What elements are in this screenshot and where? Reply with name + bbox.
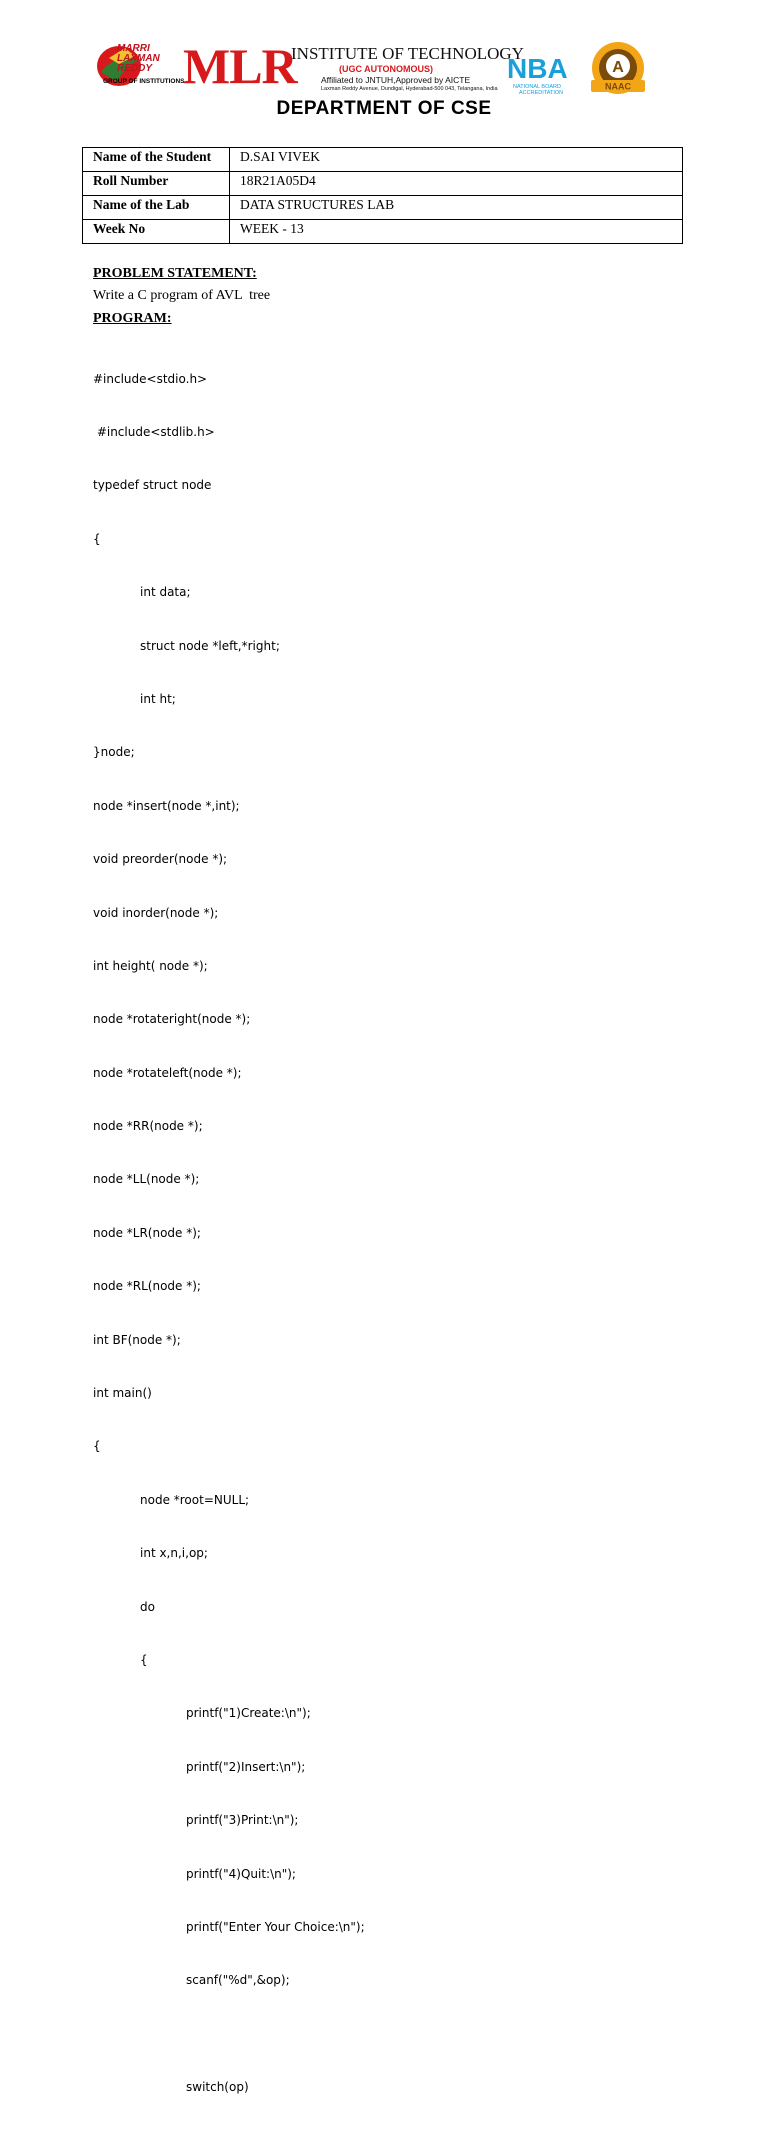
- code-line: do: [140, 1599, 155, 1614]
- code-line: int main(): [93, 1386, 152, 1401]
- code-line: switch(op): [186, 2080, 249, 2095]
- code-line: node *LL(node *);: [93, 1172, 200, 1187]
- code-line: {: [140, 1652, 148, 1667]
- group-name: [117, 44, 160, 74]
- info-value: D.SAI VIVEK: [230, 148, 683, 172]
- code-line: node *RL(node *);: [93, 1279, 201, 1294]
- code-line: printf("4)Quit:\n");: [186, 1866, 296, 1881]
- mlr-wordmark: MLR: [183, 38, 297, 94]
- group-caption: GROUP OF INSTITUTIONS: [103, 78, 185, 85]
- institution-header: [95, 40, 665, 100]
- code-line: void preorder(node *);: [93, 852, 228, 867]
- problem-statement-heading: PROBLEM STATEMENT:: [93, 266, 257, 281]
- code-line: {: [93, 1439, 101, 1454]
- info-key: Name of the Lab: [83, 196, 230, 220]
- info-key: Name of the Student: [83, 148, 230, 172]
- problem-statement-text: Write a C program of AVL tree: [93, 288, 271, 303]
- code-line: node *rotateright(node *);: [93, 1012, 251, 1027]
- info-key: Week No: [83, 220, 230, 244]
- code-line: int BF(node *);: [93, 1332, 181, 1347]
- code-listing: [93, 335, 365, 2132]
- autonomous-label: (UGC AUTONOMOUS): [339, 64, 433, 74]
- code-line: {: [93, 531, 101, 546]
- code-line: #include<stdlib.h>: [93, 424, 215, 439]
- affiliation-text: Affiliated to JNTUH,Approved by AICTE: [321, 75, 471, 85]
- student-info-table: [82, 147, 683, 244]
- nba-logo-icon: [505, 48, 568, 96]
- group-name-line2: LAXMAN: [117, 53, 160, 64]
- svg-text:NBA: NBA: [507, 53, 568, 84]
- institute-name: INSTITUTE OF TECHNOLOGY: [291, 44, 524, 63]
- code-line: void inorder(node *);: [93, 905, 219, 920]
- code-line: node *insert(node *,int);: [93, 798, 240, 813]
- code-line: }node;: [93, 745, 135, 760]
- info-value: WEEK - 13: [230, 220, 683, 244]
- code-line: int data;: [140, 585, 191, 600]
- code-line: node *LR(node *);: [93, 1225, 201, 1240]
- code-line: int height( node *);: [93, 958, 208, 973]
- code-line: node *RR(node *);: [93, 1119, 203, 1134]
- table-row: [83, 172, 683, 196]
- department-title: DEPARTMENT OF CSE: [276, 98, 492, 119]
- code-line: printf("2)Insert:\n");: [186, 1759, 306, 1774]
- group-name-line3: REDDY: [117, 63, 153, 74]
- code-line: struct node *left,*right;: [140, 638, 280, 653]
- table-row: [83, 220, 683, 244]
- nba-caption1: NATIONAL BOARD: [513, 84, 561, 90]
- code-line: printf("3)Print:\n");: [186, 1813, 299, 1828]
- code-line: node *rotateleft(node *);: [93, 1065, 242, 1080]
- code-line: int ht;: [140, 691, 176, 706]
- code-line: printf("Enter Your Choice:\n");: [186, 1919, 365, 1934]
- program-heading: PROGRAM:: [93, 311, 172, 326]
- info-value: 18R21A05D4: [230, 172, 683, 196]
- nba-caption2: ACCREDITATION: [519, 90, 564, 96]
- code-line: scanf("%d",&op);: [186, 1973, 290, 1988]
- code-line: typedef struct node: [93, 478, 212, 493]
- code-line: #include<stdio.h>: [93, 371, 208, 386]
- code-line: [93, 2026, 365, 2044]
- info-key: Roll Number: [83, 172, 230, 196]
- address-text: Laxman Reddy Avenue, Dundigal, Hyderabad-500 043, Telangana, India: [321, 86, 498, 92]
- naac-label: NAAC: [605, 81, 631, 92]
- code-line: int x,n,i,op;: [140, 1546, 208, 1561]
- group-name-line1: MARRI: [117, 43, 150, 54]
- info-value: DATA STRUCTURES LAB: [230, 196, 683, 220]
- code-line: node *root=NULL;: [140, 1492, 250, 1507]
- table-row: [83, 148, 683, 172]
- naac-seal-icon: [583, 40, 653, 100]
- table-row: [83, 196, 683, 220]
- code-line: printf("1)Create:\n");: [186, 1706, 311, 1721]
- naac-grade: A: [612, 59, 624, 76]
